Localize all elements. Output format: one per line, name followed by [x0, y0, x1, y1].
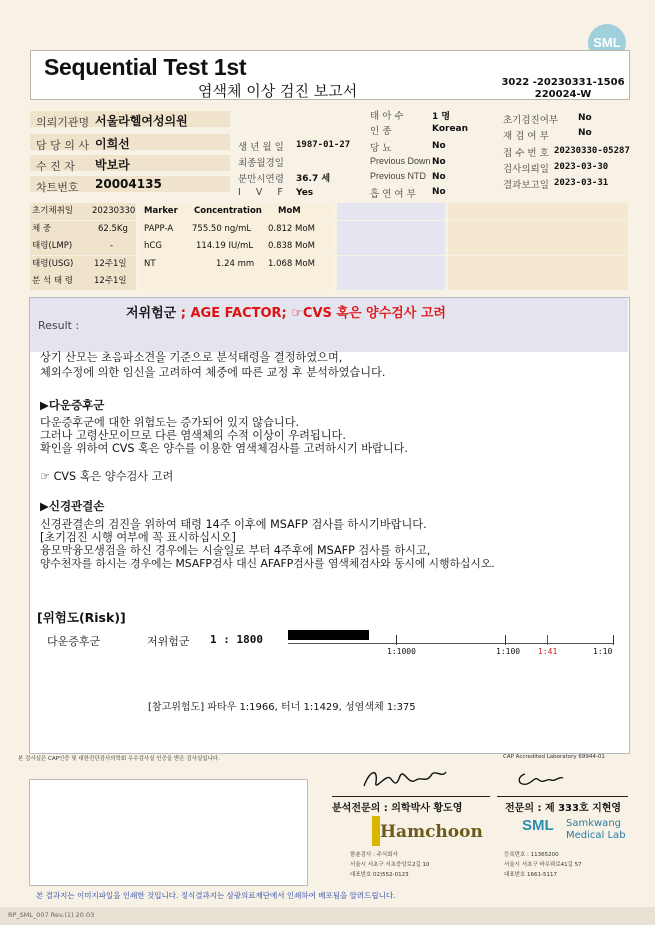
neural-tube-text: 융모막융모생검을 하신 경우에는 시술일로 부터 4주후에 MSAFP 검사를 하시고,	[40, 544, 431, 557]
risk-tick-41	[547, 635, 548, 645]
empty-cell	[337, 238, 445, 255]
samkwang-name-line2: Medical Lab	[566, 830, 626, 841]
race-value: Korean	[432, 124, 469, 134]
risk-tick-label-100: 1:100	[496, 647, 521, 656]
examinee-label: 수 진 자	[36, 160, 75, 173]
analyzing-specialist: 분석전문의 : 의학박사 황도영	[332, 803, 463, 814]
hamchoon-logo: Hamchoon	[380, 822, 483, 842]
empty-cell	[448, 256, 628, 273]
age-value: 36.7 세	[296, 174, 331, 184]
neural-tube-text: [초기검진 시행 여부에 꼭 표시하십시오]	[40, 531, 236, 544]
empty-cell	[448, 238, 628, 255]
hamchoon-logo-icon	[372, 816, 380, 846]
empty-cell	[337, 273, 445, 290]
note-box	[29, 779, 308, 886]
empty-cell	[448, 221, 628, 238]
marker-header-row	[140, 203, 333, 220]
conc-col-header: Concentration	[194, 206, 262, 216]
usg-label: 태령(USG)	[32, 259, 74, 269]
result-paragraph: 상기 산모는 초음파소견을 기준으로 분석태령을 결정하였으며,	[40, 351, 343, 364]
empty-cell	[337, 221, 445, 238]
marker-name: PAPP-A	[144, 224, 174, 234]
usg-row	[30, 256, 136, 273]
marker-name: NT	[144, 259, 156, 269]
last-period-label: 최종월경일	[238, 158, 284, 169]
neural-tube-text: 양수천자를 하시는 경우에는 MSAFP검사 대신 AFAFP검사를 염색체검사와 동시에 시행하십시오.	[40, 557, 495, 570]
institution-value: 서울라헬여성의원	[95, 114, 188, 128]
collect-value: 20230330	[92, 206, 136, 216]
lmp-value: -	[110, 241, 114, 251]
report-code-line2: 220024-W	[534, 89, 592, 100]
report-code-line1: 3022 -20230331-1506	[501, 77, 625, 88]
empty-cell	[337, 256, 445, 273]
cap-accreditation: CAP Accredited Laboratory 69944-01	[503, 754, 605, 760]
result-summary	[126, 302, 446, 321]
lmp-row	[30, 238, 136, 255]
down-syndrome-text: 다운증후군에 대한 위험도는 증가되어 있지 않습니다.	[40, 416, 300, 429]
marker-conc: 114.19 IU/mL	[196, 241, 254, 251]
marker-mom: 0.812 MoM	[268, 224, 315, 234]
sml-logo: SML	[588, 24, 626, 62]
chart-label: 차트번호	[36, 181, 79, 194]
hamchoon-address: 서울시 서초구 서초중앙로2길 10	[350, 862, 430, 868]
down-syndrome-heading: ▶다운증후군	[40, 398, 105, 412]
cvs-recommendation: ☞ CVS 혹은 양수검사 고려	[40, 470, 174, 483]
risk-axis	[288, 643, 613, 644]
ivf-value: Yes	[296, 188, 314, 198]
samkwang-name	[566, 818, 626, 842]
sml-registration: 등록번호 : 11365200	[504, 852, 559, 858]
doctor-value: 이희선	[95, 137, 130, 151]
empty-cell	[448, 273, 628, 290]
result-label: Result :	[38, 319, 80, 332]
collect-label: 초기채취일	[32, 206, 74, 216]
receipt-label: 접 수 번 호	[503, 148, 549, 159]
neural-tube-heading: ▶신경관결손	[40, 499, 105, 513]
marker-mom: 1.068 MoM	[268, 259, 315, 269]
empty-cell	[337, 203, 445, 220]
disclaimer: 본 결과지는 이미지파일을 인쇄한 것입니다. 정식결과지는 삼광의료재단에서 인쇄하여 배포됨을 알려드립니다.	[36, 891, 396, 900]
reference-risk: [참고위험도] 파타우 1:1966, 터너 1:1429, 성염색체 1:375	[148, 702, 416, 713]
neural-tube-text: 신경관결손의 검진을 위하여 태령 14주 이후에 MSAFP 검사를 하시기바랍니다.	[40, 518, 427, 531]
report-date-value: 2023-03-31	[554, 178, 609, 188]
sml-address: 서울시 서초구 바우뫼로41길 57	[504, 862, 582, 868]
sml-phone: 대표번호 1661-5117	[504, 872, 557, 878]
prev-down-value: No	[432, 157, 446, 167]
risk-tick-label-41: 1:41	[538, 647, 558, 656]
risk-tick-10	[613, 635, 614, 645]
prev-down-label: Previous Down	[370, 156, 431, 166]
signature-right	[515, 768, 565, 790]
weight-label: 체 중	[32, 224, 52, 234]
chart-value: 20004135	[95, 177, 162, 191]
institution-label: 의뢰기관명	[36, 116, 90, 129]
diabetes-value: No	[432, 141, 446, 151]
ivf-label: I V F	[238, 187, 289, 198]
report-title: Sequential Test 1st	[44, 54, 247, 80]
retest-value: No	[578, 128, 592, 138]
smoking-value: No	[432, 187, 446, 197]
prev-ntd-value: No	[432, 172, 446, 182]
signature-line-right	[497, 796, 628, 797]
empty-cell	[448, 203, 628, 220]
marker-conc: 755.50 ng/mL	[192, 224, 252, 234]
risk-condition: 다운증후군	[47, 635, 101, 648]
collect-row	[30, 203, 136, 220]
request-date-label: 검사의뢰일	[503, 164, 549, 175]
revision-code: RP_SML_007 Rev.(1) 20.03	[8, 911, 95, 919]
fetus-value: 1 명	[432, 112, 451, 122]
accreditation-note: 본 검사실은 CAP인증 및 대한진단검사의학회 우수검사실 인증을 받은 검사실입니다.	[18, 756, 220, 762]
diabetes-label: 당 뇨	[370, 143, 392, 154]
marker-row	[140, 221, 333, 238]
lmp-label: 태령(LMP)	[32, 241, 73, 251]
risk-tick-label-1000: 1:1000	[387, 647, 416, 656]
smoking-label: 흡 연 여 부	[370, 189, 416, 200]
down-syndrome-text: 확인을 위하여 CVS 혹은 양수를 이용한 염색체검사를 고려하시기 바랍니다.	[40, 442, 408, 455]
analysis-row	[30, 273, 136, 290]
marker-col-header: Marker	[144, 206, 178, 216]
race-label: 인 종	[370, 126, 392, 137]
down-syndrome-text: 그러나 고령산모이므로 다른 염색체의 수적 이상이 우려됩니다.	[40, 429, 346, 442]
result-paragraph: 체외수정에 의한 임신을 고려하여 체중에 따른 교정 후 분석하였습니다.	[40, 366, 386, 379]
request-date-value: 2023-03-30	[554, 162, 609, 172]
usg-value: 12주1일	[94, 259, 127, 269]
footer-strip	[0, 907, 655, 925]
marker-name: hCG	[144, 241, 162, 251]
early-test-value: No	[578, 113, 592, 123]
risk-tick-100	[505, 635, 506, 645]
retest-label: 재 검 여 부	[503, 131, 549, 142]
marker-row-empty	[140, 273, 333, 290]
prev-ntd-label: Previous NTD	[370, 171, 427, 181]
report-code	[498, 77, 628, 101]
examinee-value: 박보라	[95, 158, 130, 172]
mom-col-header: MoM	[278, 206, 301, 216]
sml-footer-logo: SML	[522, 817, 554, 834]
risk-tick-label-10: 1:10	[593, 647, 613, 656]
doctor-label: 담 당 의 사	[36, 139, 89, 152]
risk-ratio: 1 : 1800	[210, 633, 263, 646]
age-label: 분만시연령	[238, 174, 284, 185]
dob-value: 1987-01-27	[296, 140, 351, 150]
dob-label: 생 년 월 일	[238, 142, 284, 153]
result-risk-category: 저위험군	[126, 306, 177, 321]
marker-row	[140, 238, 333, 255]
samkwang-name-line1: Samkwang	[566, 818, 621, 829]
analysis-value: 12주1일	[94, 276, 127, 286]
risk-bar	[288, 630, 369, 640]
marker-mom: 0.838 MoM	[268, 241, 315, 251]
early-test-label: 초기검진여부	[503, 115, 559, 126]
signature-line-left	[332, 796, 490, 797]
marker-row	[140, 256, 333, 273]
risk-category: 저위험군	[147, 635, 190, 648]
risk-tick-1000	[396, 635, 397, 645]
analysis-label: 분 석 태 령	[32, 276, 73, 286]
weight-value: 62.5Kg	[98, 224, 128, 234]
receipt-value: 20230330-05287	[554, 146, 630, 156]
risk-title: [위험도(Risk)]	[37, 610, 126, 625]
result-flag: ; AGE FACTOR; ☞CVS 혹은 양수검사 고려	[180, 306, 446, 321]
report-subtitle: 염색체 이상 검진 보고서	[198, 82, 358, 100]
signature-left	[360, 764, 450, 796]
marker-conc: 1.24 mm	[216, 259, 255, 269]
hamchoon-address: 함춘검사 : 주식회사	[350, 852, 398, 858]
specialist: 전문의 : 제 333호 지현영	[505, 803, 622, 814]
report-date-label: 결과보고일	[503, 180, 549, 191]
hamchoon-phone: 대표번호 02)552-0123	[350, 872, 409, 878]
fetus-label: 태 아 수	[370, 111, 404, 122]
weight-row	[30, 221, 136, 238]
